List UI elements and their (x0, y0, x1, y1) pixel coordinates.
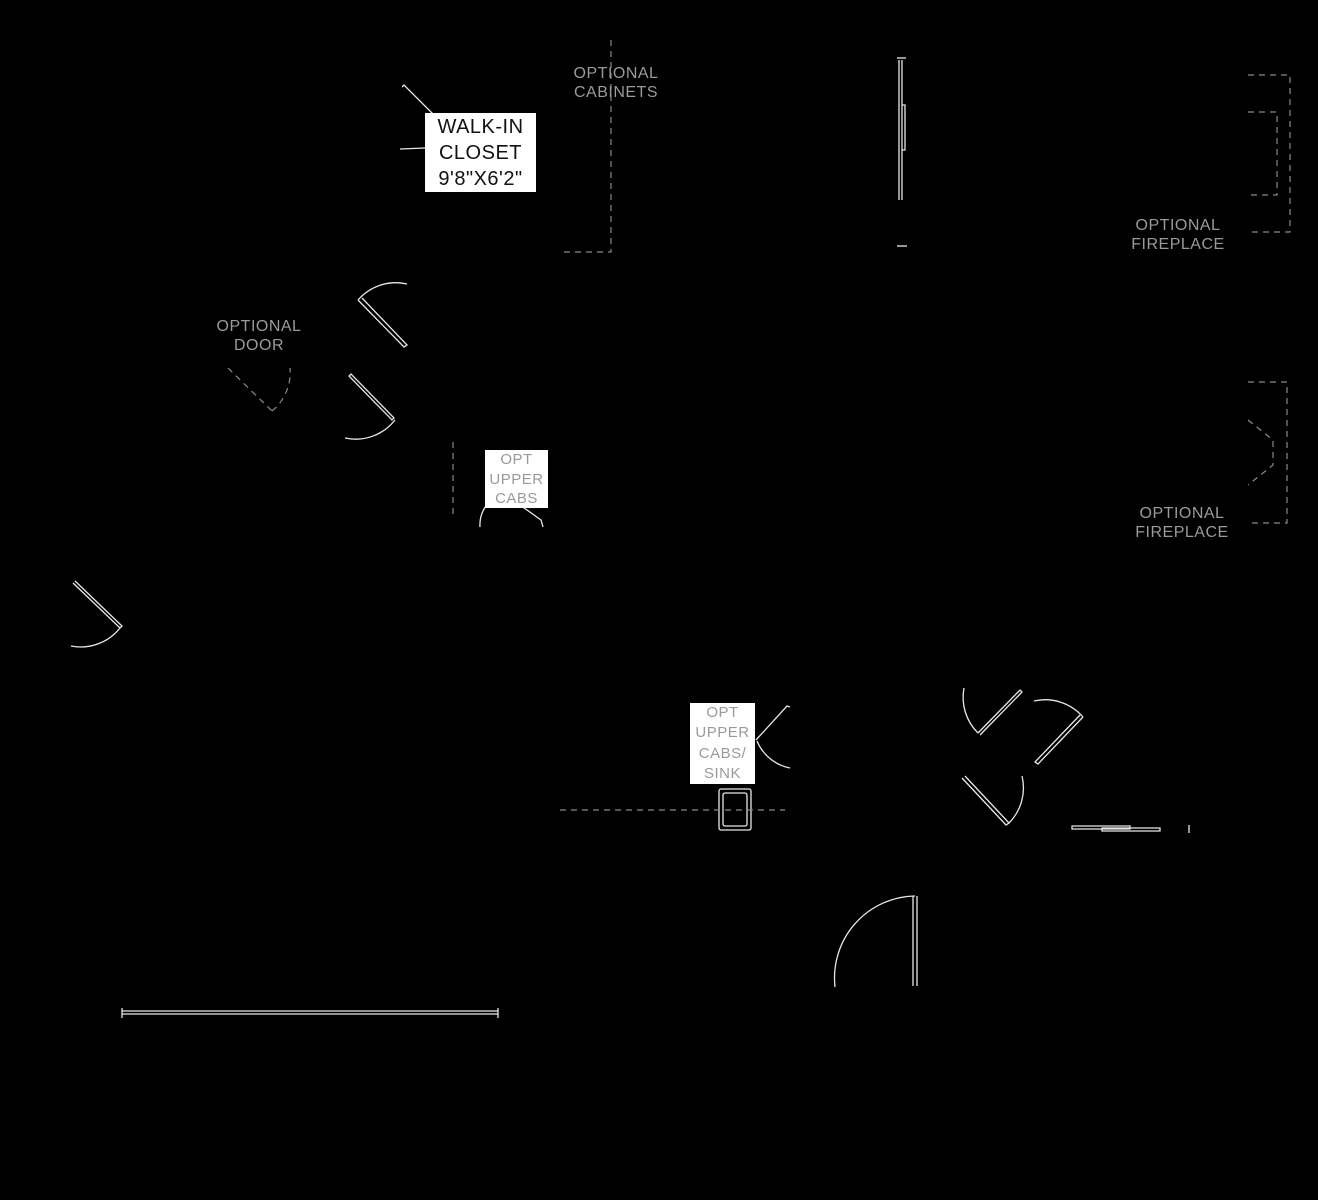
label-line: UPPER (489, 470, 544, 488)
label-line: SINK (703, 764, 741, 782)
label-line: FIREPLACE (1131, 236, 1225, 254)
label-line: DOOR (234, 337, 284, 355)
room-name-line2: CLOSET (438, 142, 523, 164)
label-line: OPT (706, 704, 739, 721)
door-swing-right-b (1034, 700, 1083, 764)
room-name: WALK-IN (437, 116, 524, 138)
walk-in-closet-label (425, 113, 536, 192)
label-line: CABS (495, 490, 538, 507)
label-line: FIREPLACE (1135, 524, 1229, 542)
sliding-panel-bottom (1072, 825, 1189, 833)
label-line: CABINETS (573, 84, 658, 102)
label-line: OPTIONAL (1135, 217, 1221, 234)
opt-upper-cabs-label (485, 450, 548, 508)
label-line: CABS/ (698, 744, 747, 762)
door-swing-lower (345, 374, 395, 439)
optional-door-outline (228, 368, 290, 411)
label-line: UPPER (695, 724, 750, 742)
optional-fireplace-mid-outline (1248, 382, 1287, 523)
door-swing-right-c (962, 776, 1023, 825)
door-swing-left (71, 581, 122, 647)
label-line: OPTIONAL (216, 318, 302, 335)
label-line: OPT (500, 451, 533, 468)
sink-icon (719, 789, 751, 830)
door-swing-upper (358, 283, 407, 347)
door-swing-sink (756, 706, 790, 768)
label-line: OPTIONAL (1139, 505, 1225, 522)
label-line: OPTIONAL (573, 65, 659, 82)
sliding-panel-top (897, 58, 907, 246)
optional-cabinets-label (556, 64, 676, 102)
optional-door-label (199, 317, 319, 355)
door-swing-front (835, 896, 917, 987)
opt-upper-cabs-sink-label (690, 703, 755, 784)
room-size: 9'8"X6'2" (438, 168, 523, 190)
optional-fireplace-top-label (1118, 216, 1238, 254)
door-swing-right-a (963, 688, 1022, 735)
optional-fireplace-top-outline (1248, 75, 1290, 232)
window-bottom-left (122, 1008, 498, 1018)
optional-fireplace-mid-label (1122, 504, 1242, 542)
